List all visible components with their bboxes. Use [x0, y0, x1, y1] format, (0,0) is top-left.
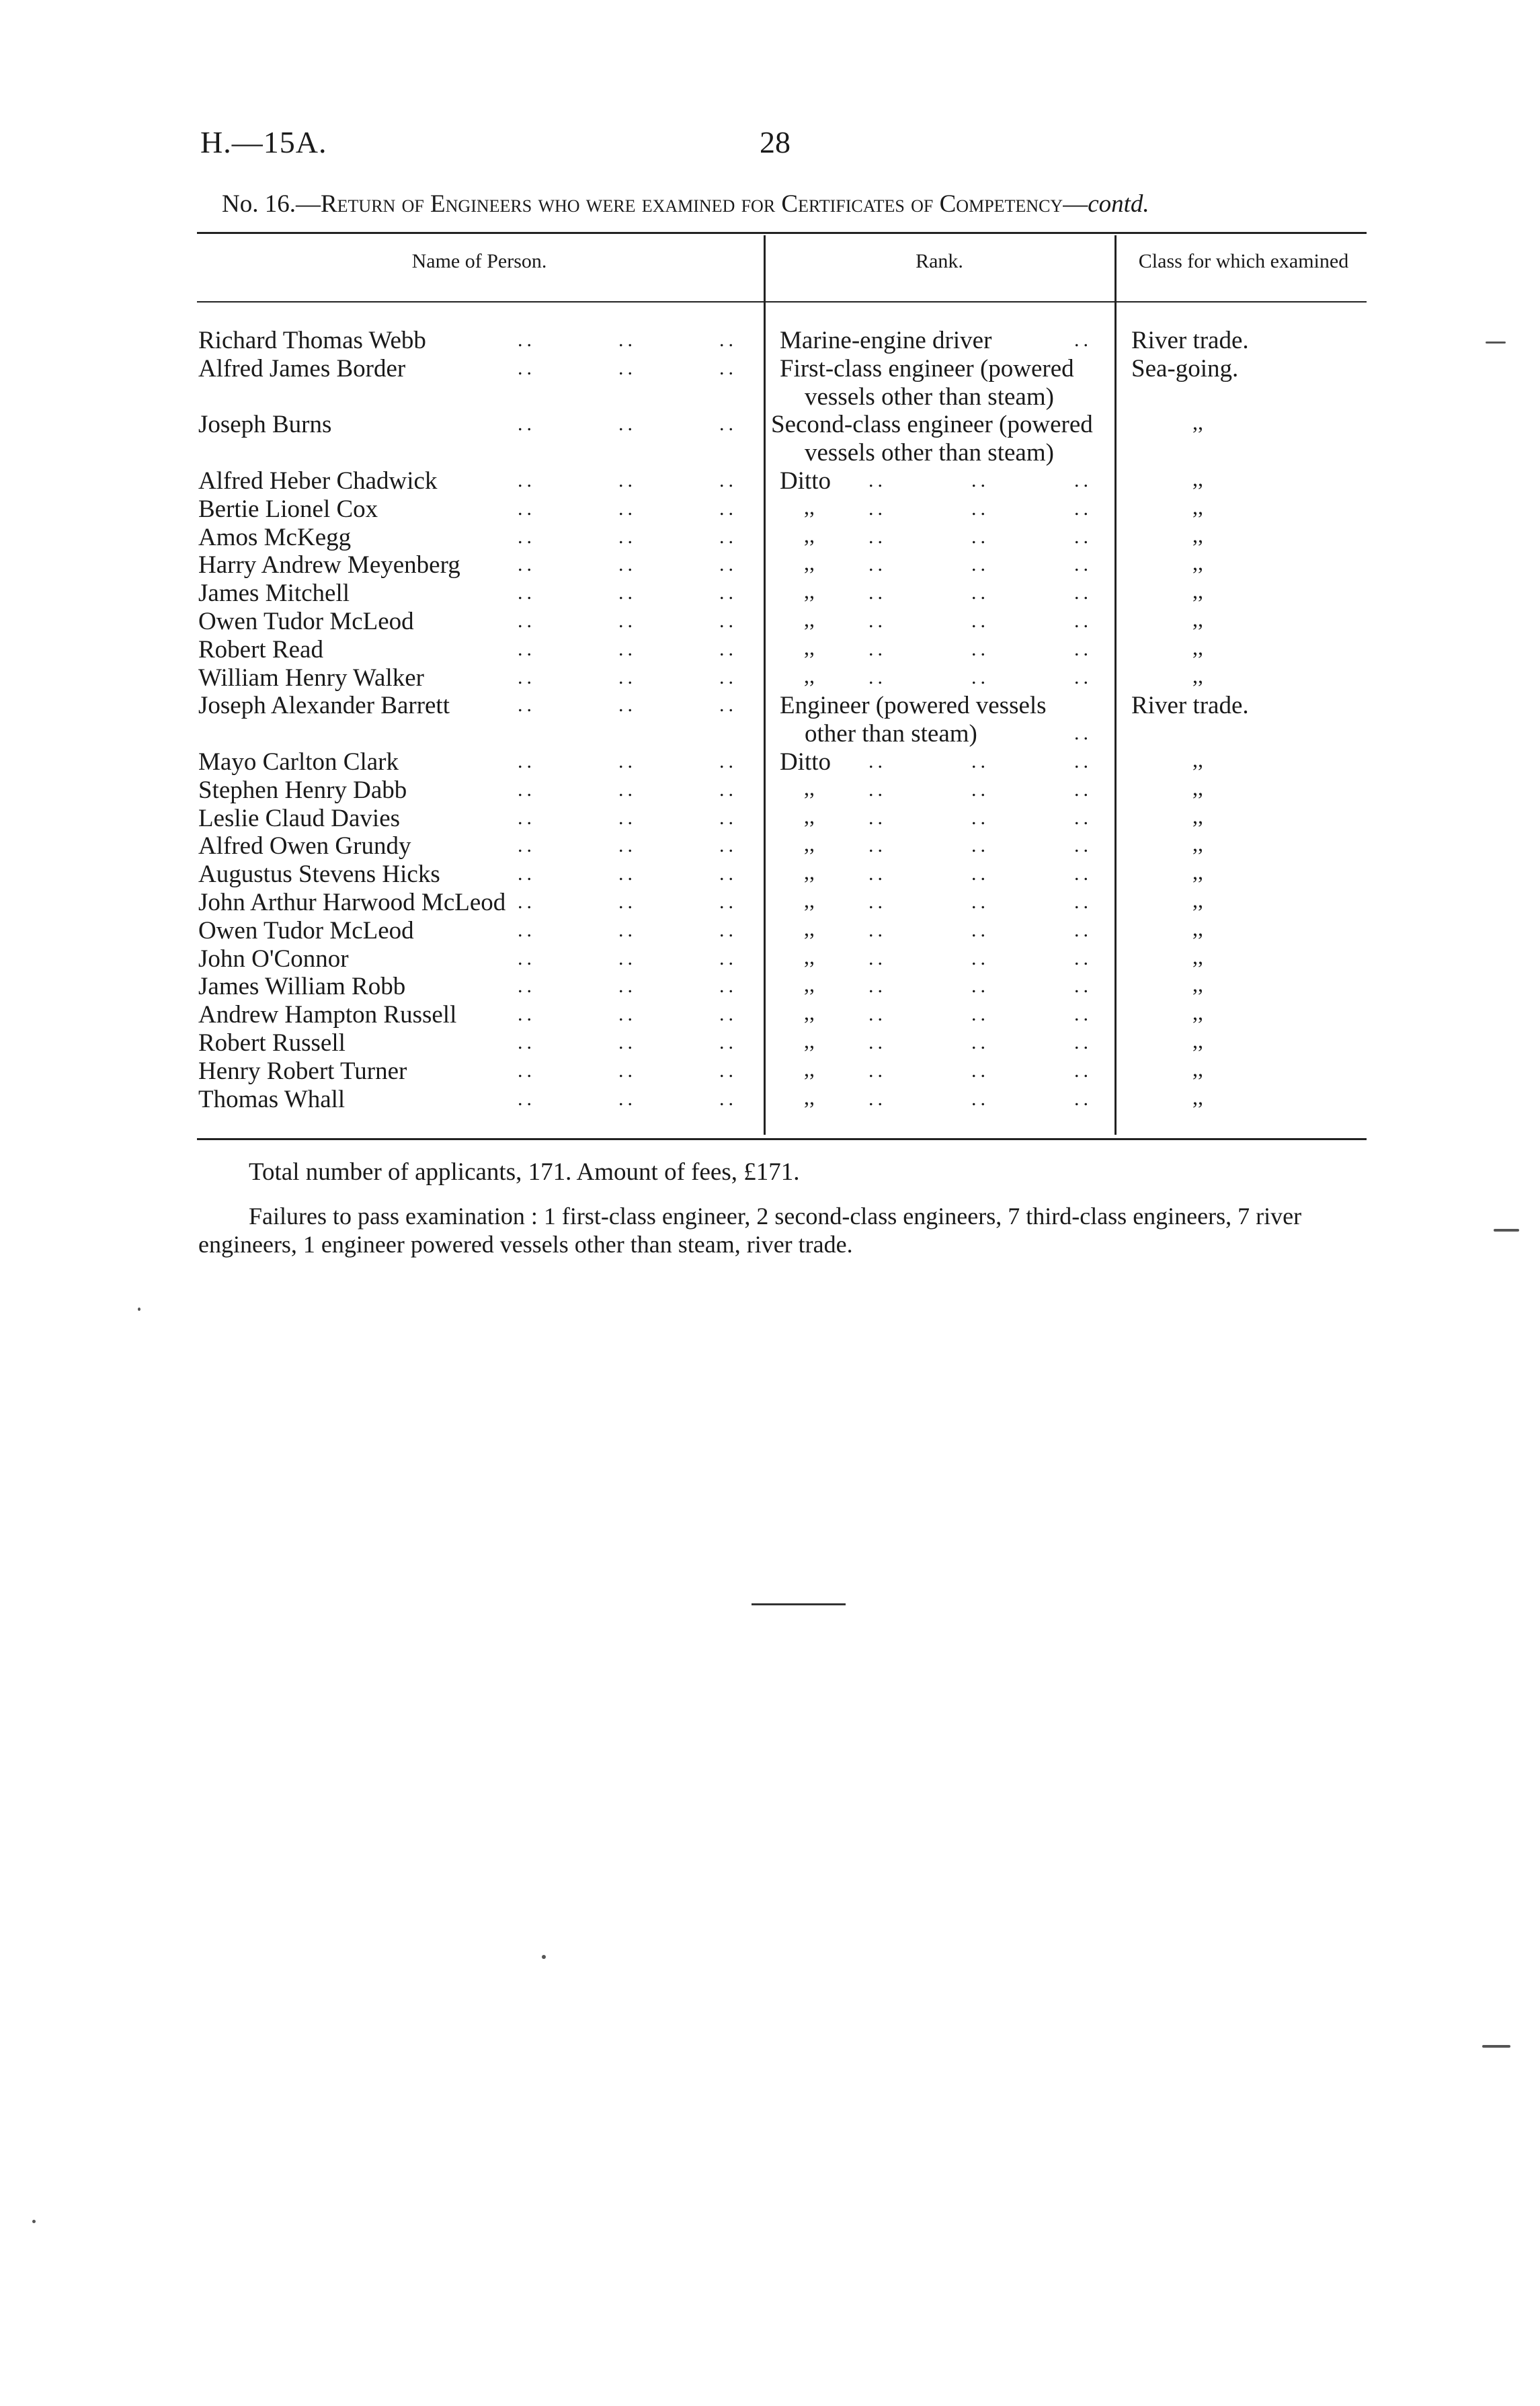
- table-row: [0, 664, 1540, 692]
- leader-dots: ..: [518, 413, 536, 436]
- rank-text: ,,: [804, 803, 815, 828]
- person-name: Owen Tudor McLeod: [198, 916, 414, 945]
- leader-dots: ..: [1074, 750, 1092, 772]
- leader-dots: ..: [719, 806, 737, 829]
- class-examined: ,,: [1192, 775, 1203, 800]
- leader-dots: ..: [971, 806, 989, 829]
- leader-dots: ..: [719, 778, 737, 801]
- leader-dots: ..: [618, 891, 637, 913]
- person-name: Harry Andrew Meyenberg: [198, 551, 460, 579]
- leader-dots: ..: [618, 750, 637, 772]
- rank-text: Second-class engineer (powered: [771, 411, 1093, 439]
- rank-text: ,,: [804, 551, 815, 575]
- leader-dots: ..: [518, 1059, 536, 1082]
- leader-dots: ..: [719, 356, 737, 379]
- table-row: [0, 579, 1540, 607]
- class-examined: ,,: [1192, 410, 1203, 435]
- leader-dots: ..: [618, 947, 637, 969]
- person-name: Amos McKegg: [198, 523, 352, 551]
- scan-speck: [1486, 342, 1506, 344]
- leader-dots: ..: [518, 806, 536, 829]
- leader-dots: ..: [868, 778, 887, 801]
- leader-dots: ..: [518, 778, 536, 801]
- table-row: [0, 410, 1540, 438]
- table-row: [0, 945, 1540, 973]
- class-examined: ,,: [1192, 551, 1203, 575]
- leader-dots: ..: [971, 666, 989, 688]
- class-examined: ,,: [1192, 916, 1203, 940]
- leader-dots: ..: [719, 834, 737, 857]
- leader-dots: ..: [868, 947, 887, 969]
- rank-text: ,,: [804, 663, 815, 688]
- leader-dots: ..: [719, 610, 737, 632]
- leader-dots: ..: [868, 834, 887, 857]
- leader-dots: ..: [719, 694, 737, 717]
- table-row: [0, 888, 1540, 916]
- leader-dots: ..: [971, 863, 989, 885]
- rank-text: ,,: [804, 494, 815, 519]
- table-bottom-rule: [197, 1138, 1367, 1140]
- person-name: John Arthur Harwood McLeod: [198, 889, 506, 916]
- header-bottom-rule: [197, 301, 1367, 303]
- table-row: [0, 804, 1540, 832]
- class-examined: ,,: [1192, 663, 1203, 688]
- person-name: Richard Thomas Webb: [198, 327, 426, 354]
- rank-text: ,,: [804, 972, 815, 997]
- table-row-continuation: [0, 719, 1540, 748]
- leader-dots: ..: [518, 637, 536, 660]
- rank-text: ,,: [804, 916, 815, 940]
- leader-dots: ..: [1074, 806, 1092, 829]
- end-rule: [752, 1603, 846, 1605]
- leader-dots: ..: [618, 413, 637, 436]
- leader-dots: ..: [518, 947, 536, 969]
- leader-dots: ..: [868, 469, 887, 491]
- leader-dots: ..: [1074, 1087, 1092, 1110]
- class-examined: ,,: [1192, 635, 1203, 659]
- leader-dots: ..: [618, 806, 637, 829]
- person-name: Mayo Carlton Clark: [198, 748, 399, 776]
- rank-text: ,,: [804, 522, 815, 547]
- class-examined: ,,: [1192, 1000, 1203, 1025]
- leader-dots: ..: [618, 1031, 637, 1053]
- leader-dots: ..: [518, 918, 536, 941]
- leader-dots: ..: [518, 497, 536, 520]
- leader-dots: ..: [1074, 553, 1092, 576]
- leader-dots: ..: [971, 778, 989, 801]
- leader-dots: ..: [868, 891, 887, 913]
- leader-dots: ..: [971, 637, 989, 660]
- leader-dots: ..: [719, 469, 737, 491]
- leader-dots: ..: [868, 1031, 887, 1053]
- table-row: [0, 776, 1540, 804]
- leader-dots: ..: [518, 666, 536, 688]
- class-examined: Sea-going.: [1131, 354, 1239, 383]
- leader-dots: ..: [868, 1087, 887, 1110]
- person-name: Augustus Stevens Hicks: [198, 860, 440, 889]
- person-name: Owen Tudor McLeod: [198, 608, 414, 635]
- leader-dots: ..: [1074, 329, 1092, 351]
- scan-speck: [32, 2220, 36, 2223]
- leader-dots: ..: [719, 329, 737, 351]
- class-examined: ,,: [1192, 579, 1203, 604]
- table-row: [0, 1085, 1540, 1113]
- leader-dots: ..: [868, 1059, 887, 1082]
- leader-dots: ..: [1074, 1059, 1092, 1082]
- class-examined: ,,: [1192, 467, 1203, 491]
- leader-dots: ..: [719, 863, 737, 885]
- leader-dots: ..: [868, 975, 887, 998]
- table-row: [0, 1029, 1540, 1057]
- rank-text: Ditto: [780, 467, 832, 495]
- class-examined: ,,: [1192, 494, 1203, 519]
- leader-dots: ..: [618, 497, 637, 520]
- leader-dots: ..: [868, 553, 887, 576]
- leader-dots: ..: [1074, 582, 1092, 604]
- leader-dots: ..: [719, 497, 737, 520]
- rank-text: ,,: [804, 944, 815, 969]
- leader-dots: ..: [518, 975, 536, 998]
- leader-dots: ..: [1074, 863, 1092, 885]
- page-number: 28: [760, 125, 791, 159]
- leader-dots: ..: [971, 834, 989, 857]
- leader-dots: ..: [868, 863, 887, 885]
- leader-dots: ..: [1074, 891, 1092, 913]
- leader-dots: ..: [518, 834, 536, 857]
- document-reference: H.—15A.: [200, 125, 327, 159]
- person-name: Henry Robert Turner: [198, 1057, 407, 1085]
- table-row: [0, 635, 1540, 664]
- rank-text: ,,: [804, 888, 815, 912]
- class-examined: ,,: [1192, 748, 1203, 772]
- leader-dots: ..: [719, 1031, 737, 1053]
- leader-dots: ..: [1074, 778, 1092, 801]
- leader-dots: ..: [618, 469, 637, 491]
- class-examined: ,,: [1192, 860, 1203, 885]
- leader-dots: ..: [868, 750, 887, 772]
- rank-text: ,,: [804, 579, 815, 604]
- table-top-rule: [197, 232, 1367, 234]
- leader-dots: ..: [1074, 1003, 1092, 1026]
- person-name: James William Robb: [198, 973, 406, 1001]
- class-examined: ,,: [1192, 1029, 1203, 1053]
- rank-text: ,,: [804, 1084, 815, 1109]
- class-examined: River trade.: [1131, 692, 1249, 720]
- table-row: [0, 467, 1540, 495]
- leader-dots: ..: [719, 1059, 737, 1082]
- leader-dots: ..: [1074, 918, 1092, 941]
- leader-dots: ..: [518, 1031, 536, 1053]
- person-name: Leslie Claud Davies: [198, 804, 401, 832]
- leader-dots: ..: [868, 610, 887, 632]
- table-row: [0, 1057, 1540, 1085]
- rank-text: ,,: [804, 832, 815, 856]
- leader-dots: ..: [868, 806, 887, 829]
- title-main: Return of Engineers who were examined for Certificates of Competency—: [320, 190, 1088, 218]
- person-name: Joseph Burns: [198, 411, 332, 439]
- rank-text: ,,: [804, 860, 815, 885]
- leader-dots: ..: [719, 1003, 737, 1026]
- leader-dots: ..: [518, 694, 536, 717]
- leader-dots: ..: [971, 1059, 989, 1082]
- leader-dots: ..: [618, 356, 637, 379]
- leader-dots: ..: [1074, 947, 1092, 969]
- failures-note: [198, 1202, 1368, 1258]
- person-name: Thomas Whall: [198, 1085, 346, 1113]
- leader-dots: ..: [868, 666, 887, 688]
- table-row: [0, 1000, 1540, 1029]
- leader-dots: ..: [1074, 469, 1092, 491]
- table-row: [0, 832, 1540, 860]
- leader-dots: ..: [618, 975, 637, 998]
- leader-dots: ..: [719, 525, 737, 548]
- leader-dots: ..: [719, 1087, 737, 1110]
- leader-dots: ..: [518, 750, 536, 772]
- rank-text: ,,: [804, 775, 815, 800]
- class-examined: River trade.: [1131, 327, 1249, 354]
- leader-dots: ..: [618, 610, 637, 632]
- table-row-continuation: [0, 438, 1540, 467]
- leader-dots: ..: [971, 582, 989, 604]
- rank-text: Ditto: [780, 748, 832, 776]
- person-name: Robert Read: [198, 635, 323, 664]
- rank-text-continued: vessels other than steam): [805, 383, 1054, 411]
- leader-dots: ..: [618, 666, 637, 688]
- rank-text: ,,: [804, 1000, 815, 1025]
- leader-dots: ..: [618, 637, 637, 660]
- rank-text: First-class engineer (powered: [780, 354, 1074, 383]
- person-name: Andrew Hampton Russell: [198, 1001, 457, 1029]
- leader-dots: ..: [1074, 637, 1092, 660]
- leader-dots: ..: [971, 750, 989, 772]
- leader-dots: ..: [971, 1031, 989, 1053]
- table-row: [0, 691, 1540, 719]
- leader-dots: ..: [971, 947, 989, 969]
- scan-speck: [1482, 2045, 1510, 2048]
- class-examined: ,,: [1192, 1084, 1203, 1109]
- leader-dots: ..: [618, 863, 637, 885]
- failures-text: Failures to pass examination : 1 first-class engineer, 2 second-class engineers, 7 third-class engineers, 7 river engineers, 1 engineer powered vessels other than steam, river trade.: [198, 1203, 1302, 1258]
- leader-dots: ..: [518, 356, 536, 379]
- leader-dots: ..: [971, 975, 989, 998]
- leader-dots: ..: [518, 863, 536, 885]
- column-header-class: Class for which examined: [1138, 250, 1349, 272]
- leader-dots: ..: [971, 497, 989, 520]
- leader-dots: ..: [618, 778, 637, 801]
- leader-dots: ..: [618, 1003, 637, 1026]
- leader-dots: ..: [618, 1087, 637, 1110]
- leader-dots: ..: [719, 947, 737, 969]
- class-examined: ,,: [1192, 944, 1203, 969]
- person-name: Stephen Henry Dabb: [198, 776, 407, 804]
- leader-dots: ..: [518, 582, 536, 604]
- leader-dots: ..: [719, 666, 737, 688]
- table-row: [0, 326, 1540, 354]
- leader-dots: ..: [868, 525, 887, 548]
- class-examined: ,,: [1192, 972, 1203, 997]
- leader-dots: ..: [1074, 497, 1092, 520]
- leader-dots: ..: [971, 553, 989, 576]
- leader-dots: ..: [719, 750, 737, 772]
- leader-dots: ..: [618, 694, 637, 717]
- leader-dots: ..: [1074, 666, 1092, 688]
- class-examined: ,,: [1192, 607, 1203, 631]
- leader-dots: ..: [719, 413, 737, 436]
- leader-dots: ..: [618, 329, 637, 351]
- leader-dots: ..: [518, 525, 536, 548]
- leader-dots: ..: [618, 834, 637, 857]
- column-header-rank: Rank.: [916, 250, 963, 272]
- class-examined: ,,: [1192, 888, 1203, 912]
- rank-text: ,,: [804, 635, 815, 659]
- leader-dots: ..: [618, 525, 637, 548]
- class-examined: ,,: [1192, 803, 1203, 828]
- scan-speck: [542, 1955, 546, 1959]
- leader-dots: ..: [868, 497, 887, 520]
- leader-dots: ..: [618, 553, 637, 576]
- person-name: Robert Russell: [198, 1029, 346, 1057]
- rank-text-continued: vessels other than steam): [805, 439, 1054, 467]
- leader-dots: ..: [971, 610, 989, 632]
- leader-dots: ..: [719, 891, 737, 913]
- table-row: [0, 495, 1540, 523]
- column-header-name: Name of Person.: [411, 250, 547, 272]
- leader-dots: ..: [1074, 834, 1092, 857]
- class-examined: ,,: [1192, 522, 1203, 547]
- table-row: [0, 860, 1540, 888]
- person-name: Bertie Lionel Cox: [198, 495, 378, 523]
- total-applicants-note: Total number of applicants, 171. Amount of fees, £171.: [249, 1158, 800, 1186]
- title-prefix: No. 16.—: [222, 190, 321, 218]
- leader-dots: ..: [518, 1003, 536, 1026]
- leader-dots: ..: [971, 891, 989, 913]
- leader-dots: ..: [971, 469, 989, 491]
- leader-dots: ..: [1074, 525, 1092, 548]
- table-row: [0, 523, 1540, 551]
- leader-dots: ..: [868, 582, 887, 604]
- table-row: [0, 972, 1540, 1000]
- person-name: Alfred Owen Grundy: [198, 832, 411, 860]
- title-suffix: contd.: [1088, 190, 1149, 218]
- table-row-continuation: [0, 383, 1540, 411]
- rank-text: ,,: [804, 1056, 815, 1081]
- leader-dots: ..: [518, 329, 536, 351]
- leader-dots: ..: [971, 1003, 989, 1026]
- rank-text: ,,: [804, 1029, 815, 1053]
- leader-dots: ..: [868, 918, 887, 941]
- class-examined: ,,: [1192, 1056, 1203, 1081]
- table-row: [0, 607, 1540, 635]
- rank-text: ,,: [804, 607, 815, 631]
- person-name: Joseph Alexander Barrett: [198, 692, 450, 720]
- leader-dots: ..: [719, 975, 737, 998]
- scan-speck: [1494, 1229, 1519, 1232]
- table-row: [0, 551, 1540, 579]
- leader-dots: ..: [719, 582, 737, 604]
- leader-dots: ..: [719, 553, 737, 576]
- leader-dots: ..: [1074, 722, 1092, 745]
- table-row: [0, 748, 1540, 776]
- leader-dots: ..: [518, 891, 536, 913]
- leader-dots: ..: [1074, 610, 1092, 632]
- person-name: John O'Connor: [198, 945, 349, 973]
- rank-text-continued: other than steam): [805, 720, 977, 748]
- table-row: [0, 354, 1540, 383]
- leader-dots: ..: [618, 582, 637, 604]
- leader-dots: ..: [971, 525, 989, 548]
- leader-dots: ..: [719, 637, 737, 660]
- leader-dots: ..: [971, 918, 989, 941]
- leader-dots: ..: [868, 637, 887, 660]
- rank-text: Marine-engine driver: [780, 327, 992, 354]
- person-name: James Mitchell: [198, 579, 350, 608]
- leader-dots: ..: [518, 1087, 536, 1110]
- class-examined: ,,: [1192, 832, 1203, 856]
- leader-dots: ..: [971, 1087, 989, 1110]
- table-title: [222, 190, 1365, 218]
- person-name: William Henry Walker: [198, 664, 424, 692]
- leader-dots: ..: [1074, 1031, 1092, 1053]
- person-name: Alfred James Border: [198, 354, 406, 383]
- leader-dots: ..: [518, 553, 536, 576]
- leader-dots: ..: [1074, 975, 1092, 998]
- leader-dots: ..: [868, 1003, 887, 1026]
- scan-speck: [138, 1308, 140, 1311]
- rank-text: Engineer (powered vessels: [780, 692, 1047, 720]
- person-name: Alfred Heber Chadwick: [198, 467, 438, 495]
- table-row: [0, 916, 1540, 945]
- leader-dots: ..: [518, 610, 536, 632]
- leader-dots: ..: [618, 918, 637, 941]
- leader-dots: ..: [618, 1059, 637, 1082]
- leader-dots: ..: [518, 469, 536, 491]
- leader-dots: ..: [719, 918, 737, 941]
